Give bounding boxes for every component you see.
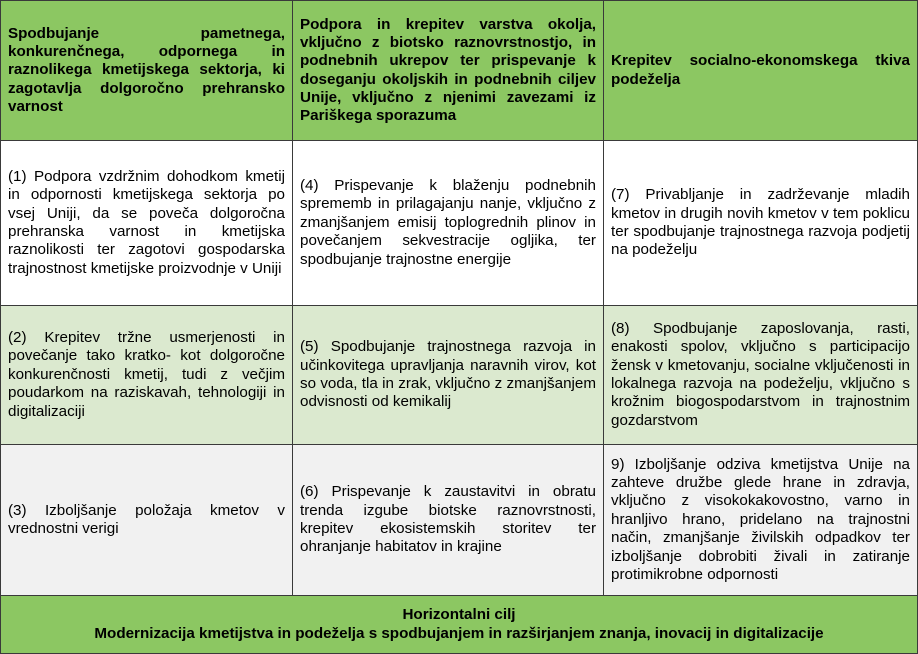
header-text-2: Podpora in krepitev varstva okolja, vključno z biotsko raznovrstnostjo, in podnebnih ukrepov ter prispevanje k doseganju okoljskih in podnebnih ciljev Unije, vključno z njenimi zavezami iz Pariškega sporazuma — [300, 15, 596, 124]
horizontal-objective — [0, 595, 918, 654]
objective-cell-5 — [292, 305, 604, 445]
objective-text-9: 9) Izboljšanje odziva kmetijstva Unije na zahteve družbe glede hrane in zdravja, vključno z visokokakovostno, varno in hranljivo hrano, pridelano na trajnostni način, zmanjšanje živilskih odpadkov ter izboljšanje dobrobiti živali in zatiranje protimikrobne odpornosti — [611, 455, 910, 584]
objective-text-4: (4) Prispevanje k blaženju podnebnih sprememb in prilagajanju nanje, vključno z zmanjšanjem emisij toplogrednih plinov in povečanjem sekvestracije ogljika, ter spodbujanje trajnostne energije — [300, 176, 596, 268]
objective-cell-7 — [603, 140, 918, 306]
objective-cell-9 — [603, 444, 918, 596]
horizontal-objective-title: Horizontalni cilj — [402, 606, 516, 623]
header-text-1: Spodbujanje pametnega, konkurenčnega, odpornega in raznolikega kmetijskega sektorja, ki zagotavlja dolgoročno prehransko varnost — [8, 24, 285, 115]
objective-text-3: (3) Izboljšanje položaja kmetov v vrednostni verigi — [8, 501, 285, 537]
objective-cell-8 — [603, 305, 918, 445]
objective-cell-2 — [0, 305, 293, 445]
objective-cell-4 — [292, 140, 604, 306]
objective-cell-1 — [0, 140, 293, 306]
objective-text-8: (8) Spodbujanje zaposlovanja, rasti, enakosti spolov, vključno s participacijo žensk v kmetovanju, socialne vključenosti in lokalnega razvoja na podeželju, vključno s krožnim biogospodarstvom in trajnostnim gozdarstvom — [611, 319, 910, 429]
objective-text-5: (5) Spodbujanje trajnostnega razvoja in učinkovitega upravljanja naravnih virov, kot so voda, tla in zrak, vključno z zmanjšanjem odvisnosti od kemikalij — [300, 338, 596, 411]
header-cell-3 — [603, 0, 918, 141]
objective-text-6: (6) Prispevanje k zaustavitvi in obratu trenda izgube biotske raznovrstnosti, krepitev ekosistemskih storitev ter ohranjanje habitatov in krajine — [300, 483, 596, 556]
header-cell-2 — [292, 0, 604, 141]
horizontal-objective-text: Modernizacija kmetijstva in podeželja s spodbujanjem in razširjanjem znanja, inovacij in digitalizacije — [94, 625, 824, 642]
header-text-3: Krepitev socialno-ekonomskega tkiva podeželja — [611, 52, 910, 88]
objective-text-7: (7) Privabljanje in zadrževanje mladih kmetov in drugih novih kmetov v tem poklicu ter spodbujanje trajnostnega razvoja podjetij na podeželju — [611, 186, 910, 259]
objective-cell-3 — [0, 444, 293, 596]
header-cell-1 — [0, 0, 293, 141]
objective-text-2: (2) Krepitev tržne usmerjenosti in povečanje tako kratko- kot dolgoročne konkurenčnosti kmetij, tudi z večjim poudarkom na raziskavah, tehnologiji in digitalizaciji — [8, 328, 285, 420]
objective-cell-6 — [292, 444, 604, 596]
objective-text-1: (1) Podpora vzdržnim dohodkom kmetij in odpornosti kmetijskega sektorja po vsej Uniji, da se poveča dolgoročna prehranska varnost in kmetijska raznolikosti ter zagotovi gospodarska trajnostnost kmetijske proizvodnje v Uniji — [8, 167, 285, 277]
